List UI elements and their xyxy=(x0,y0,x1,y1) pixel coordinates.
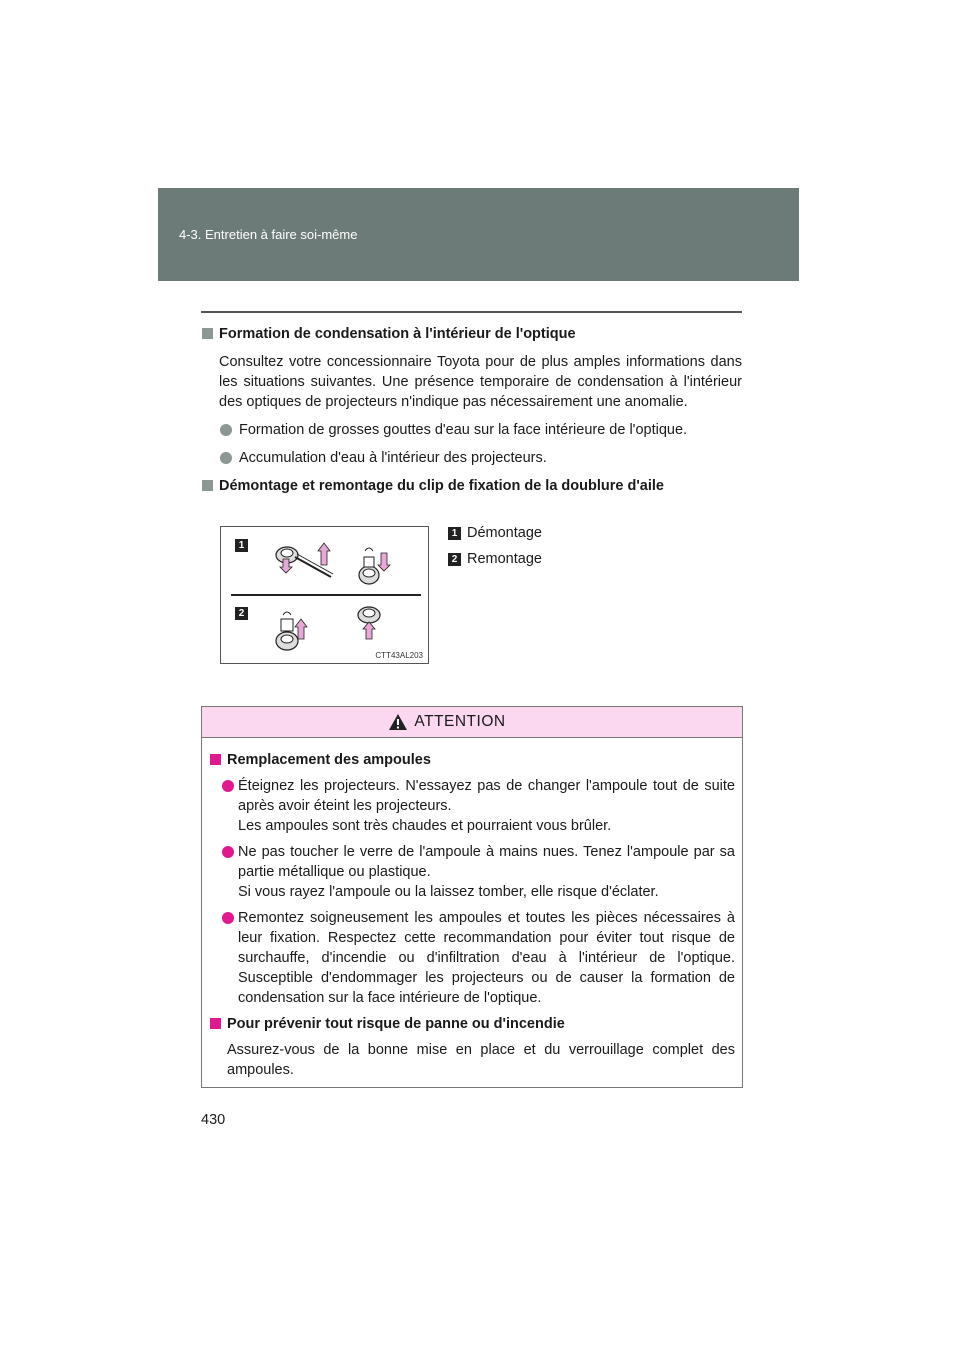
bulb-replacement-heading-text: Remplacement des ampoules xyxy=(227,752,431,768)
condensation-intro: Consultez votre concessionnaire Toyota pour de plus amples informations dans les situations suivantes. Une présence temporaire de condensation à l'intérieur des optiques de projecteurs n'indique pas nécessairement une anomalie. xyxy=(219,354,742,410)
fire-prevention-heading-text: Pour prévenir tout risque de panne ou d'incendie xyxy=(227,1016,565,1032)
condensation-bullet-text: Accumulation d'eau à l'intérieur des projecteurs. xyxy=(239,450,547,466)
section-title: 4-3. Entretien à faire soi-même xyxy=(179,227,358,242)
condensation-bullet xyxy=(201,420,742,440)
attention-bullet xyxy=(209,776,735,836)
main-content xyxy=(201,324,742,496)
warning-triangle-icon xyxy=(388,713,408,731)
attention-bullet-text: Ne pas toucher le verre de l'ampoule à mains nues. Tenez l'ampoule par sa partie métallique ou plastique. xyxy=(238,844,735,880)
attention-header xyxy=(202,707,742,738)
attention-bullet-text: Éteignez les projecteurs. N'essayez pas de changer l'ampoule tout de suite après avoir éteint les projecteurs. xyxy=(238,778,735,814)
figure-badge-2: 2 xyxy=(235,607,248,620)
legend-badge: 2 xyxy=(448,553,461,566)
attention-bullet-text: Les ampoules sont très chaudes et pourraient vous brûler. xyxy=(238,818,612,834)
clip-heading xyxy=(201,476,742,496)
condensation-heading xyxy=(201,324,742,344)
attention-box xyxy=(201,706,743,1088)
fire-prevention-heading xyxy=(209,1014,735,1034)
figure-legend xyxy=(448,523,542,575)
figure-code: CTT43AL203 xyxy=(375,651,423,660)
round-bullet-icon xyxy=(222,780,234,792)
bulb-replacement-heading xyxy=(209,750,735,770)
attention-body xyxy=(202,738,742,1080)
chapter-header-band xyxy=(158,188,799,281)
square-bullet-icon xyxy=(210,1018,221,1029)
square-bullet-icon xyxy=(202,328,213,339)
attention-bullet xyxy=(209,842,735,902)
attention-bullet xyxy=(209,908,735,1008)
legend-item xyxy=(448,549,542,569)
square-bullet-icon xyxy=(210,754,221,765)
round-bullet-icon xyxy=(220,452,232,464)
page-number: 430 xyxy=(201,1112,226,1128)
attention-bullet-text: Remontez soigneusement les ampoules et toutes les pièces nécessaires à leur fixation. Respectez cette recommandation pour éviter tout risque de surchauffe, d'incendie ou d'infiltration d'eau à l'intérieur de l'optique. Susceptible d'endommager les projecteurs ou de causer la formation de condensation sur la face intérieure de l'optique. xyxy=(238,910,735,1006)
round-bullet-icon xyxy=(220,424,232,436)
attention-title: ATTENTION xyxy=(414,713,506,730)
round-bullet-icon xyxy=(222,846,234,858)
attention-bullet-text: Si vous rayez l'ampoule ou la laissez tomber, elle risque d'éclater. xyxy=(238,884,659,900)
condensation-bullet-text: Formation de grosses gouttes d'eau sur la face intérieure de l'optique. xyxy=(239,422,688,438)
legend-item xyxy=(448,523,542,543)
figure-badge-1: 1 xyxy=(235,539,248,552)
top-divider xyxy=(201,311,742,313)
clip-heading-text: Démontage et remontage du clip de fixation de la doublure d'aile xyxy=(219,478,664,494)
clip-diagram-icon xyxy=(221,527,428,663)
condensation-heading-text: Formation de condensation à l'intérieur de l'optique xyxy=(219,326,576,342)
round-bullet-icon xyxy=(222,912,234,924)
legend-label: Démontage xyxy=(467,525,542,541)
clip-illustration xyxy=(220,526,429,664)
square-bullet-icon xyxy=(202,480,213,491)
fire-prevention-text: Assurez-vous de la bonne mise en place et du verrouillage complet des ampoules. xyxy=(227,1042,735,1078)
legend-label: Remontage xyxy=(467,551,542,567)
legend-badge: 1 xyxy=(448,527,461,540)
condensation-bullet xyxy=(201,448,742,468)
